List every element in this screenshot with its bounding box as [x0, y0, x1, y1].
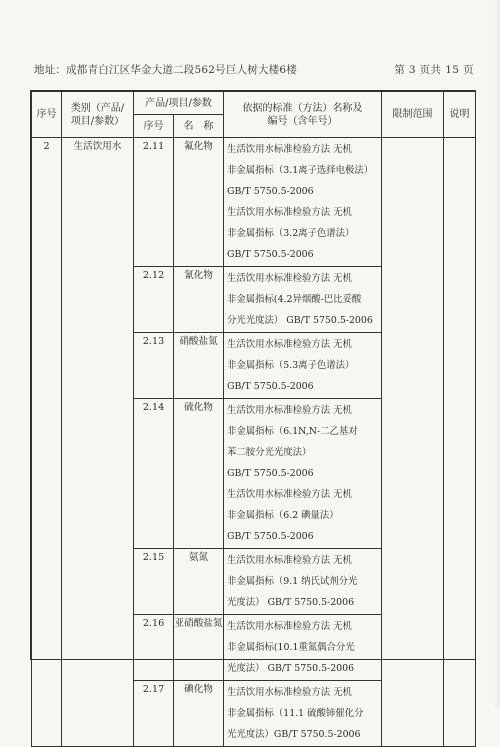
basis-line: 光度法） GB/T 5750.5-2006: [227, 597, 355, 608]
scope-table-frame: [30, 90, 476, 740]
basis-line: GB/T 5750.5-2006: [227, 468, 314, 479]
basis-line: 非金属指标（9.1 纳氏试剂分光: [227, 576, 358, 587]
item-basis: [224, 615, 382, 681]
item-basis: [224, 681, 382, 747]
table-body: [32, 138, 476, 747]
item-no: 2.13: [134, 333, 174, 399]
item-name: 亚硝酸盐氮: [174, 615, 224, 681]
scan-shadow: [494, 0, 500, 708]
item-basis: [224, 399, 382, 549]
basis-line: 非金属指标（6.2 碘量法）: [227, 510, 339, 521]
basis-line: 生活饮用水标准检验方法 无机: [227, 687, 352, 698]
row-category: 生活饮用水: [62, 138, 134, 747]
basis-line: 生活饮用水标准检验方法 无机: [227, 621, 352, 632]
basis-line: 分光光度法） GB/T 5750.5-2006: [227, 315, 373, 326]
header-seq: 序号: [32, 92, 62, 138]
page-number: 第 3 页共 15 页: [394, 64, 474, 76]
item-name: 碘化物: [174, 681, 224, 747]
basis-line: 生活饮用水标准检验方法 无机: [227, 555, 352, 566]
basis-line: GB/T 5750.5-2006: [227, 249, 314, 260]
item-no: 2.12: [134, 267, 174, 333]
basis-line: 光光度法）GB/T 5750.5-2006: [227, 729, 361, 740]
table-row: [32, 138, 476, 267]
header-limit: 限制范围: [382, 92, 444, 138]
basis-line: 生活饮用水标准检验方法 无机: [227, 405, 352, 416]
header-product-group: 产品/项目/参数: [134, 92, 224, 115]
header-item-no: 序号: [134, 115, 174, 138]
basis-line: 生活饮用水标准检验方法 无机: [227, 144, 352, 155]
basis-line: 生活饮用水标准检验方法 无机: [227, 273, 352, 284]
basis-line: 生活饮用水标准检验方法 无机: [227, 489, 352, 500]
basis-line: 非金属指标(4.2异烟酸-巴比妥酸: [227, 294, 362, 305]
limit-cell: [382, 138, 444, 747]
item-name: 氰化物: [174, 267, 224, 333]
header-item-name: 名 称: [174, 115, 224, 138]
basis-line: GB/T 5750.5-2006: [227, 186, 314, 197]
basis-line: 苯二胺分光光度法）: [227, 447, 312, 458]
item-basis: [224, 138, 382, 267]
basis-line: GB/T 5750.5-2006: [227, 381, 314, 392]
address-text: 地址：成都青白江区华金大道二段562号巨人树大楼6楼: [34, 64, 297, 76]
header-category: 类别（产品/项目/参数）: [62, 92, 134, 138]
item-basis: [224, 549, 382, 615]
item-name: 硝酸盐氮: [174, 333, 224, 399]
item-no: 2.15: [134, 549, 174, 615]
item-name: 氨氮: [174, 549, 224, 615]
item-basis: [224, 267, 382, 333]
basis-line: 非金属指标（11.1 硫酸铈催化分: [227, 708, 364, 719]
basis-line: 非金属指标（3.2离子色谱法）: [227, 228, 355, 239]
note-cell: [444, 138, 476, 747]
item-no: 2.11: [134, 138, 174, 267]
item-no: 2.17: [134, 681, 174, 747]
scope-table: [31, 91, 476, 747]
basis-line: 非金属指标（3.1离子选择电极法）: [227, 165, 374, 176]
basis-line: 生活饮用水标准检验方法 无机: [227, 207, 352, 218]
basis-line: 非金属指标(10.1重氮偶合分光: [227, 642, 355, 653]
basis-line: GB/T 5750.5-2006: [227, 531, 314, 542]
basis-line: 光度法） GB/T 5750.5-2006: [227, 663, 355, 674]
header-note: 说明: [444, 92, 476, 138]
item-name: 氟化物: [174, 138, 224, 267]
header-basis: 依据的标准（方法）名称及编号（含年号）: [224, 92, 382, 138]
basis-line: 非金属指标（5.3离子色谱法）: [227, 360, 355, 371]
row-seq: 2: [32, 138, 62, 747]
item-basis: [224, 333, 382, 399]
basis-line: 非金属指标（6.1N,N-二乙基对: [227, 426, 358, 437]
item-no: 2.16: [134, 615, 174, 681]
item-name: 硫化物: [174, 399, 224, 549]
basis-line: 生活饮用水标准检验方法 无机: [227, 339, 352, 350]
item-no: 2.14: [134, 399, 174, 549]
